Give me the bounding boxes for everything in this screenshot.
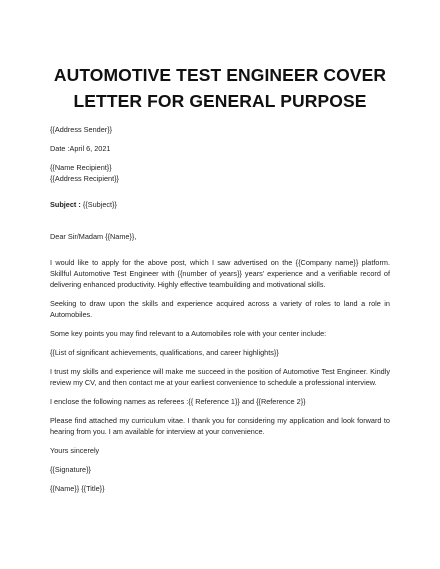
paragraph-trust (50, 366, 390, 388)
paragraph-seeking-line: Seeking to draw upon the skills and experience acquired across a variety of roles to land a role in (50, 299, 390, 308)
paragraph-attached-line: hearing from you. I am available for interview at your convenience. (50, 427, 265, 436)
title-line-2: LETTER FOR GENERAL PURPOSE (73, 91, 367, 111)
subject-value: {{Subject}} (80, 200, 117, 209)
subject-label: Subject : (50, 200, 81, 209)
salutation: Dear Sir/Madam {{Name}}, (50, 232, 137, 241)
paragraph-referees: I enclose the following names as referees :{{ Reference 1}} and {{Reference 2}} (50, 397, 306, 406)
paragraph-achievements: {{List of significant achievements, qualifications, and career highlights}} (50, 348, 279, 357)
paragraph-intro (50, 257, 390, 290)
signature: {{Signature}} (50, 465, 91, 474)
name-title: {{Name}} {{Title}} (50, 484, 105, 493)
address-recipient: {{Address Recipient}} (50, 174, 119, 183)
paragraph-attached-line: Please find attached my curriculum vitae. I thank you for considering my application and look forward to (50, 416, 390, 425)
name-recipient: {{Name Recipient}} (50, 163, 112, 172)
subject-line (50, 199, 390, 210)
paragraph-key-points: Some key points you may find relevant to a Automobiles role with your center include: (50, 329, 327, 338)
paragraph-intro-line: Skillful Automotive Test Engineer with {{number of years}} years' experience and a verifiable record of (50, 269, 390, 278)
paragraph-seeking-line: Automobiles. (50, 310, 93, 319)
letter-body (50, 124, 390, 494)
title-line-1: AUTOMOTIVE TEST ENGINEER COVER (53, 65, 387, 85)
paragraph-intro-line: delivering enhanced productivity. Highly effective teambuilding and motivational skills. (50, 280, 326, 289)
address-sender: {{Address Sender}} (50, 125, 113, 134)
date-line (50, 143, 390, 154)
paragraph-attached (50, 415, 390, 437)
paragraph-trust-line: review my CV, and then contact me at your earliest convenience to schedule a professional interview. (50, 378, 377, 387)
paragraph-seeking (50, 298, 390, 320)
date-value: April 6, 2021 (69, 144, 111, 153)
paragraph-trust-line: I trust my skills and experience will make me succeed in the position of Automotive Test Engineer. Kindly (50, 367, 390, 376)
closing: Yours sincerely (50, 446, 100, 455)
date-label: Date : (50, 144, 70, 153)
document-title (50, 0, 390, 114)
paragraph-intro-line: I would like to apply for the above post, which I saw advertised on the {{Company name}} platform. (50, 258, 390, 267)
